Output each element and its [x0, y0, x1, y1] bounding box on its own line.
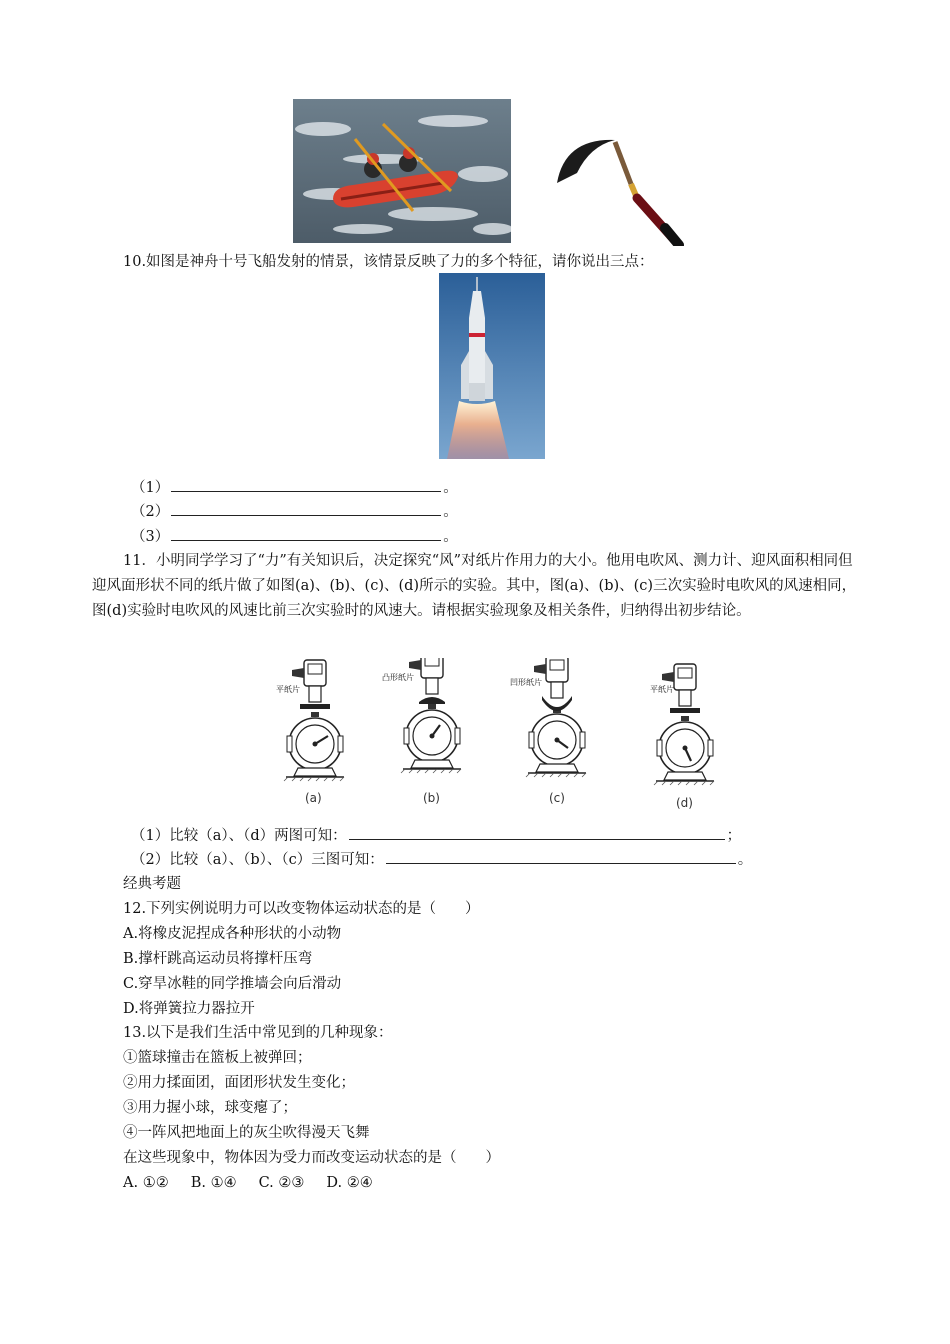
- wind-experiment-figure: [276, 658, 726, 816]
- q13-question: 在这些现象中，物体因为受力而改变运动状态的是（ ）: [123, 1150, 500, 1166]
- answer-line[interactable]: [349, 825, 725, 840]
- paper-label-b: 凸形纸片: [382, 673, 414, 682]
- answer-line[interactable]: [171, 526, 441, 541]
- q13-option-c[interactable]: C. ②③: [258, 1175, 305, 1191]
- blank-end: 。: [443, 504, 458, 520]
- blank-end: 。: [443, 480, 458, 496]
- answer-prompt: （2）比较（a）、（b）、（c）三图可知：: [131, 852, 384, 868]
- q13-item-2: ②用力揉面团，面团形状发生变化；: [123, 1075, 355, 1091]
- blank-label: （3）: [131, 529, 170, 545]
- sickle-picture: [555, 128, 685, 246]
- q12-option-a[interactable]: A.将橡皮泥捏成各种形状的小动物: [123, 926, 342, 942]
- caption-b: (b): [423, 791, 440, 805]
- caption-a: (a): [305, 791, 322, 805]
- q13-item-1: ①篮球撞击在篮板上被弹回；: [123, 1050, 312, 1066]
- rocket-photo: [439, 273, 545, 459]
- q12-option-c[interactable]: C.穿旱冰鞋的同学推墙会向后滑动: [123, 976, 342, 992]
- q10-blank-3: [131, 526, 458, 547]
- q10-blank-1: [131, 477, 458, 498]
- paper-label-a: 平纸片: [276, 685, 300, 694]
- blank-label: （1）: [131, 480, 170, 496]
- q11-answer-2: [131, 849, 752, 870]
- answer-prompt: （1）比较（a）、（d）两图可知：: [131, 828, 347, 844]
- blank-end: 。: [443, 529, 458, 545]
- q11-answer-1: [131, 825, 741, 846]
- panel-a: [284, 660, 344, 781]
- kayak-photo: [293, 99, 511, 243]
- q11-stem: 11．小明同学学习了“力”有关知识后，决定探究“风”对纸片作用力的大小。他用电吹风、测力计、迎风面积相同但迎风面形状不同的纸片做了如图(a)、(b)、(c)、(d)所示的实验。其中，图(a)、(b)、(c)三次实验时电吹风的风速相同，图(d)实验时电吹风的风速比前三次实验时的风速大。请根据实验现象及相关条件，归纳得出初步结论。: [92, 553, 857, 619]
- q13-item-4: ④一阵风把地面上的灰尘吹得漫天飞舞: [123, 1125, 370, 1141]
- section-title: 经典考题: [123, 876, 181, 892]
- q12-option-b[interactable]: B.撑杆跳高运动员将撑杆压弯: [123, 951, 313, 967]
- q10-blank-2: [131, 501, 458, 522]
- q12-stem: 12.下列实例说明力可以改变物体运动状态的是（ ）: [123, 901, 480, 917]
- q13-option-d[interactable]: D. ②④: [326, 1175, 373, 1191]
- blank-label: （2）: [131, 504, 170, 520]
- caption-d: (d): [676, 796, 693, 810]
- answer-line[interactable]: [386, 849, 736, 864]
- paper-label-c: 凹形纸片: [510, 678, 542, 687]
- q13-option-a[interactable]: A. ①②: [123, 1175, 169, 1191]
- q10-stem: 10.如图是神舟十号飞船发射的情景，该情景反映了力的多个特征，请你说出三点：: [123, 254, 654, 270]
- paper-label-d: 平纸片: [650, 685, 674, 694]
- q13-options: [123, 1173, 395, 1193]
- q13-option-b[interactable]: B. ①④: [190, 1175, 237, 1191]
- q13-item-3: ③用力握小球，球变瘪了；: [123, 1100, 297, 1116]
- answer-end: 。: [737, 852, 753, 868]
- caption-c: (c): [549, 791, 565, 805]
- q13-stem: 13.以下是我们生活中常见到的几种现象：: [123, 1025, 393, 1041]
- panel-c: [526, 658, 586, 777]
- panel-d: [654, 664, 714, 785]
- answer-line[interactable]: [171, 477, 441, 492]
- answer-end: ；: [726, 828, 742, 844]
- answer-line[interactable]: [171, 501, 441, 516]
- q12-option-d[interactable]: D.将弹簧拉力器拉开: [123, 1001, 255, 1017]
